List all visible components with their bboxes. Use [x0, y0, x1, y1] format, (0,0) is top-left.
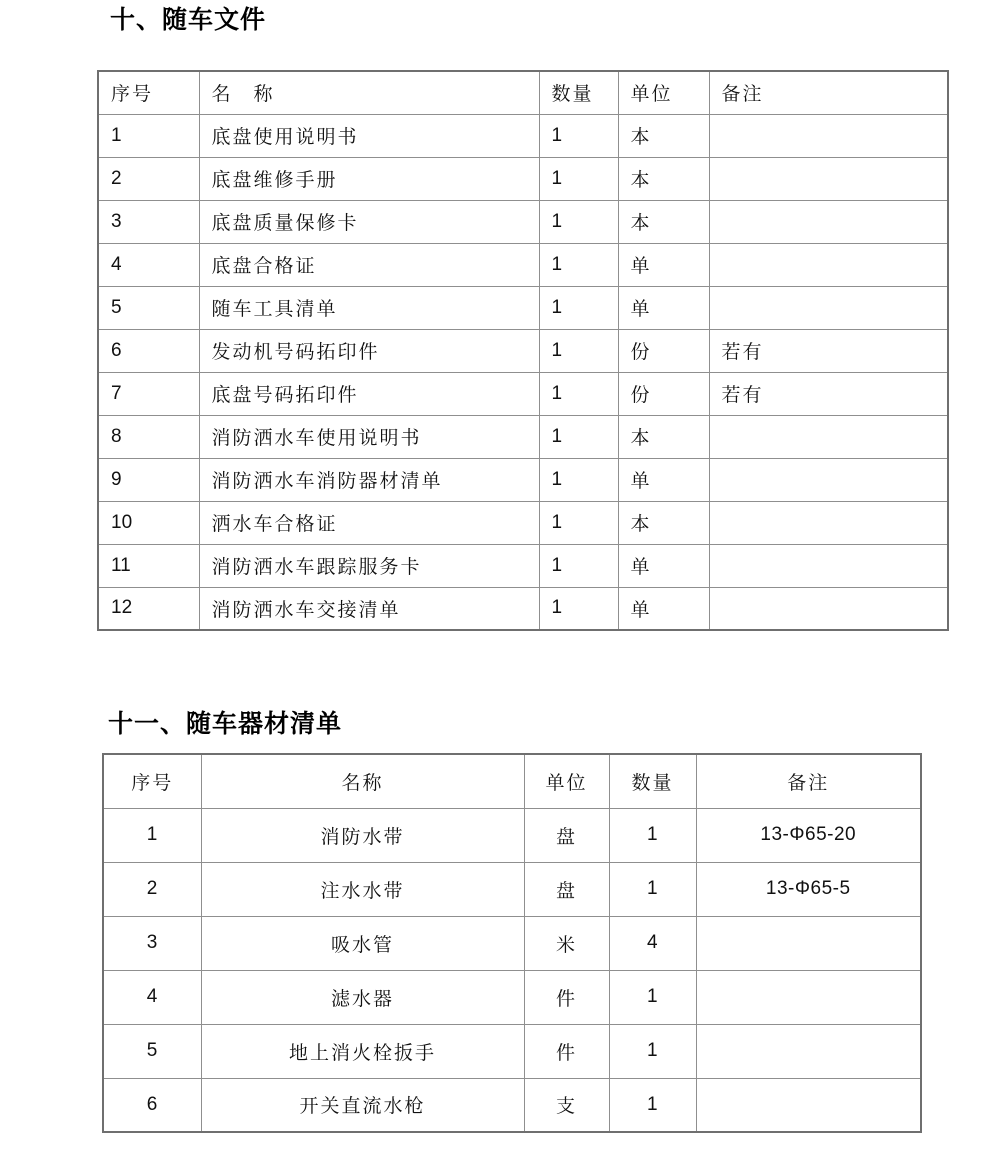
column-header: 单位: [524, 754, 609, 808]
table-cell: 8: [98, 415, 199, 458]
section-title-accompanying-documents: 十、随车文件: [110, 6, 267, 34]
table-cell: 1: [539, 114, 618, 157]
table-row: [98, 329, 948, 372]
table-cell: [709, 243, 948, 286]
table-cell: [709, 458, 948, 501]
table-cell: [709, 114, 948, 157]
column-header: 备注: [709, 71, 948, 114]
table-row: [103, 970, 921, 1024]
table-cell: 13-Φ65-5: [696, 862, 921, 916]
table-cell: 1: [539, 372, 618, 415]
column-header: 序号: [103, 754, 201, 808]
table-cell: 7: [98, 372, 199, 415]
table-row: [103, 916, 921, 970]
table-cell: [696, 916, 921, 970]
table-cell: 支: [524, 1078, 609, 1132]
table-cell: 地上消火栓扳手: [201, 1024, 524, 1078]
table-cell: 消防洒水车跟踪服务卡: [199, 544, 539, 587]
table-cell: 5: [103, 1024, 201, 1078]
section-title-equipment-list: 十一、随车器材清单: [108, 710, 343, 738]
table-cell: 1: [539, 286, 618, 329]
column-header: 数量: [609, 754, 696, 808]
table-cell: 米: [524, 916, 609, 970]
table-cell: 件: [524, 970, 609, 1024]
table-cell: 1: [539, 243, 618, 286]
table-cell: [709, 415, 948, 458]
table-cell: 1: [539, 587, 618, 630]
table-cell: 单: [618, 587, 709, 630]
table-row: [98, 286, 948, 329]
table-cell: 消防水带: [201, 808, 524, 862]
table-cell: 若有: [709, 329, 948, 372]
table-cell: 底盘维修手册: [199, 157, 539, 200]
table-cell: 1: [98, 114, 199, 157]
table-row: [103, 1078, 921, 1132]
table-cell: 发动机号码拓印件: [199, 329, 539, 372]
table-row: [98, 501, 948, 544]
table-cell: 随车工具清单: [199, 286, 539, 329]
table-cell: [709, 157, 948, 200]
accompanying-documents-table: [97, 70, 949, 631]
table-cell: 1: [539, 458, 618, 501]
table-cell: 注水水带: [201, 862, 524, 916]
column-header: 名 称: [199, 71, 539, 114]
table-cell: 消防洒水车使用说明书: [199, 415, 539, 458]
table-cell: 单: [618, 458, 709, 501]
table-cell: 1: [539, 415, 618, 458]
table-row: [98, 372, 948, 415]
table-cell: 1: [609, 970, 696, 1024]
column-header: 数量: [539, 71, 618, 114]
table-cell: 本: [618, 501, 709, 544]
table-cell: 6: [103, 1078, 201, 1132]
table-cell: 底盘合格证: [199, 243, 539, 286]
table-cell: [709, 544, 948, 587]
table-cell: 份: [618, 372, 709, 415]
table-cell: 本: [618, 200, 709, 243]
table-cell: 开关直流水枪: [201, 1078, 524, 1132]
table-row: [98, 243, 948, 286]
header-row: [98, 71, 948, 114]
table-cell: 盘: [524, 862, 609, 916]
table-cell: 12: [98, 587, 199, 630]
table-cell: 3: [103, 916, 201, 970]
table-cell: 4: [103, 970, 201, 1024]
table-cell: 2: [103, 862, 201, 916]
column-header: 单位: [618, 71, 709, 114]
table-cell: 底盘号码拓印件: [199, 372, 539, 415]
table-cell: 件: [524, 1024, 609, 1078]
table-cell: [709, 286, 948, 329]
table-cell: 洒水车合格证: [199, 501, 539, 544]
table-cell: [709, 587, 948, 630]
header-row: [103, 754, 921, 808]
column-header: 名称: [201, 754, 524, 808]
table-row: [98, 200, 948, 243]
table-cell: 11: [98, 544, 199, 587]
table-cell: 盘: [524, 808, 609, 862]
table-cell: 单: [618, 544, 709, 587]
table-cell: 吸水管: [201, 916, 524, 970]
table-cell: [709, 501, 948, 544]
table-cell: 1: [539, 200, 618, 243]
table-cell: 1: [539, 544, 618, 587]
table-row: [98, 544, 948, 587]
table-row: [98, 458, 948, 501]
table-cell: 1: [103, 808, 201, 862]
table-cell: 1: [539, 329, 618, 372]
table-cell: 本: [618, 114, 709, 157]
table-cell: [696, 1024, 921, 1078]
table-cell: 单: [618, 286, 709, 329]
column-header: 备注: [696, 754, 921, 808]
table-cell: [696, 1078, 921, 1132]
table-cell: 消防洒水车交接清单: [199, 587, 539, 630]
table-cell: 9: [98, 458, 199, 501]
table-row: [98, 157, 948, 200]
table-cell: 6: [98, 329, 199, 372]
table-row: [103, 1024, 921, 1078]
table-row: [98, 587, 948, 630]
table-cell: 13-Φ65-20: [696, 808, 921, 862]
table-row: [98, 415, 948, 458]
table-cell: 单: [618, 243, 709, 286]
table-cell: 4: [609, 916, 696, 970]
table-cell: 1: [609, 1078, 696, 1132]
table-cell: 3: [98, 200, 199, 243]
table-cell: 1: [609, 1024, 696, 1078]
table-cell: 底盘质量保修卡: [199, 200, 539, 243]
table-cell: 10: [98, 501, 199, 544]
table-cell: 1: [609, 808, 696, 862]
table-row: [103, 862, 921, 916]
table-cell: 4: [98, 243, 199, 286]
table-cell: 本: [618, 415, 709, 458]
table-cell: 底盘使用说明书: [199, 114, 539, 157]
table-cell: [709, 200, 948, 243]
table-row: [103, 808, 921, 862]
table-cell: 若有: [709, 372, 948, 415]
table-cell: 消防洒水车消防器材清单: [199, 458, 539, 501]
table-cell: 份: [618, 329, 709, 372]
column-header: 序号: [98, 71, 199, 114]
table-cell: 5: [98, 286, 199, 329]
table-cell: 1: [539, 157, 618, 200]
table-cell: 1: [609, 862, 696, 916]
table-cell: 滤水器: [201, 970, 524, 1024]
table-cell: [696, 970, 921, 1024]
table-row: [98, 114, 948, 157]
equipment-list-table: [102, 753, 922, 1133]
table-cell: 本: [618, 157, 709, 200]
table-cell: 2: [98, 157, 199, 200]
table-cell: 1: [539, 501, 618, 544]
